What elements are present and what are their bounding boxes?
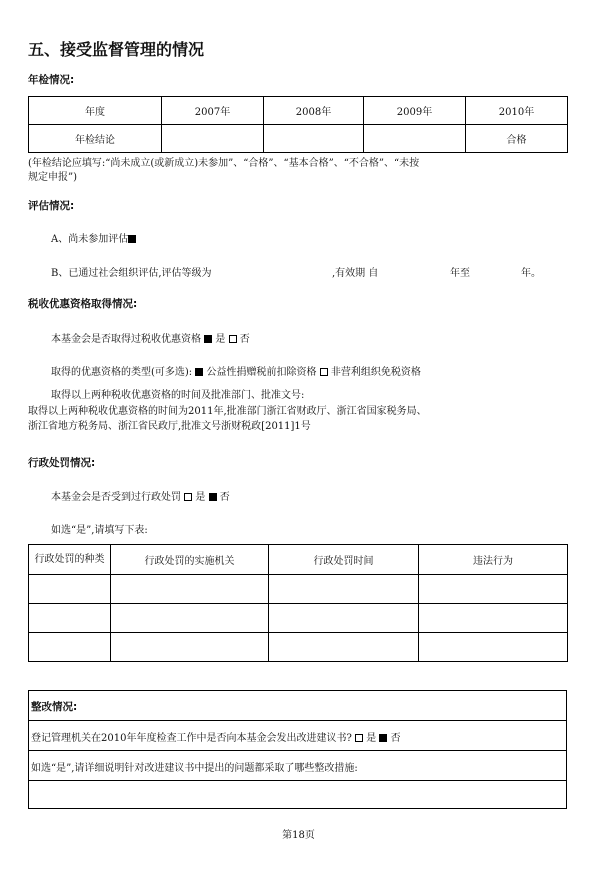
penalty-cell[interactable] [419,575,568,604]
penalty-cell[interactable] [29,633,111,662]
tax-type-label: 取得的优惠资格的类型(可多选): [51,367,193,378]
annual-inspection-table [28,96,568,153]
evaluation-option-b-year-to: 年至 [450,268,470,279]
rectification-detail-prompt: 如选“是”,请详细说明针对改进建议书中提出的问题都采取了哪些整改措施: [31,763,358,774]
tax-type-option-1: 公益性捐赠税前扣除资格 [206,367,317,378]
divider [28,750,567,751]
rectification-no-label: 否 [390,733,401,744]
section-title: 五、接受监督管理的情况 [28,40,205,59]
evaluation-option-a [51,230,136,245]
tax-heading: 税收优惠资格取得情况: [28,298,138,310]
annual-result-cell [264,125,364,153]
penalty-cell[interactable] [269,604,419,633]
rectification-heading: 整改情况: [31,701,78,713]
tax-time-prompt: 取得以上两种税收优惠资格的时间及批准部门、批准文号: [51,390,305,401]
evaluation-option-b-prefix: B、已通过社会组织评估,评估等级为 [51,268,212,279]
rectification-detail-field[interactable] [29,781,566,808]
annual-result-cell [162,125,264,153]
annual-row-label: 年检结论 [29,125,162,153]
penalty-cell[interactable] [419,633,568,662]
evaluation-option-b-year-end: 年。 [521,268,541,279]
annual-note-line2: 规定申报”) [28,172,78,183]
checkbox-empty-icon[interactable] [355,734,363,742]
penalty-question-row [51,488,230,503]
evaluation-option-b-valid: ,有效期 自 [332,268,379,279]
penalty-fill-prompt: 如选“是”,请填写下表: [51,525,148,536]
tax-question-row [51,330,250,345]
annual-header-cell: 年度 [29,97,162,125]
annual-note-line1: (年检结论应填写:“尚未成立(或新成立)未参加”、“合格”、“基本合格”、“不合格”、“未按 [28,158,420,169]
tax-question: 本基金会是否取得过税收优惠资格 [51,334,201,345]
tax-type-row [51,363,421,378]
penalty-cell[interactable] [269,575,419,604]
rectification-question-row [31,729,401,744]
table-row [29,575,568,604]
tax-no-label: 否 [239,334,250,345]
tax-answer-line1: 取得以上两种税收优惠资格的时间为2011年,批准部门浙江省财政厅、浙江省国家税务局、 [28,406,427,417]
annual-result-cell [364,125,466,153]
penalty-cell[interactable] [29,604,111,633]
page-number: 第18页 [282,830,315,841]
annual-result-cell: 合格 [466,125,568,153]
penalty-heading: 行政处罚情况: [28,457,96,469]
annual-header-cell: 2007年 [162,97,264,125]
rectification-question: 登记管理机关在2010年年度检查工作中是否向本基金会发出改进建议书? [31,733,352,744]
checkbox-empty-icon[interactable] [320,368,328,376]
evaluation-option-a-label: A、尚未参加评估 [51,234,129,245]
annual-heading: 年检情况: [28,74,75,86]
checkbox-checked-icon[interactable] [379,734,387,742]
tax-yes-label: 是 [215,334,226,345]
annual-header-cell: 2009年 [364,97,466,125]
penalty-header-cell: 行政处罚的种类 [29,545,111,575]
checkbox-empty-icon[interactable] [229,335,237,343]
tax-answer-line2: 浙江省地方税务局、浙江省民政厅,批准文号浙财税政[2011]1号 [28,421,311,432]
penalty-yes-label: 是 [195,492,206,503]
checkbox-empty-icon[interactable] [184,493,192,501]
annual-header-cell: 2010年 [466,97,568,125]
penalty-cell[interactable] [29,575,111,604]
divider [28,720,567,721]
penalty-cell[interactable] [111,633,269,662]
penalty-header-cell: 行政处罚时间 [269,545,419,575]
tax-type-option-2: 非营利组织免税资格 [330,367,421,378]
penalty-cell[interactable] [419,604,568,633]
penalty-cell[interactable] [111,604,269,633]
checkbox-checked-icon[interactable] [204,335,212,343]
penalty-cell[interactable] [269,633,419,662]
rectification-yes-label: 是 [366,733,377,744]
penalty-question: 本基金会是否受到过行政处罚 [51,492,181,503]
checkbox-checked-icon[interactable] [209,493,217,501]
penalty-cell[interactable] [111,575,269,604]
table-row [29,604,568,633]
table-row [29,633,568,662]
checkbox-checked-icon[interactable] [195,368,203,376]
penalty-header-cell: 违法行为 [419,545,568,575]
penalty-header-cell: 行政处罚的实施机关 [111,545,269,575]
penalty-no-label: 否 [219,492,230,503]
evaluation-heading: 评估情况: [28,200,75,212]
checkbox-checked-icon[interactable] [128,235,136,243]
annual-header-cell: 2008年 [264,97,364,125]
penalty-table [28,544,568,662]
